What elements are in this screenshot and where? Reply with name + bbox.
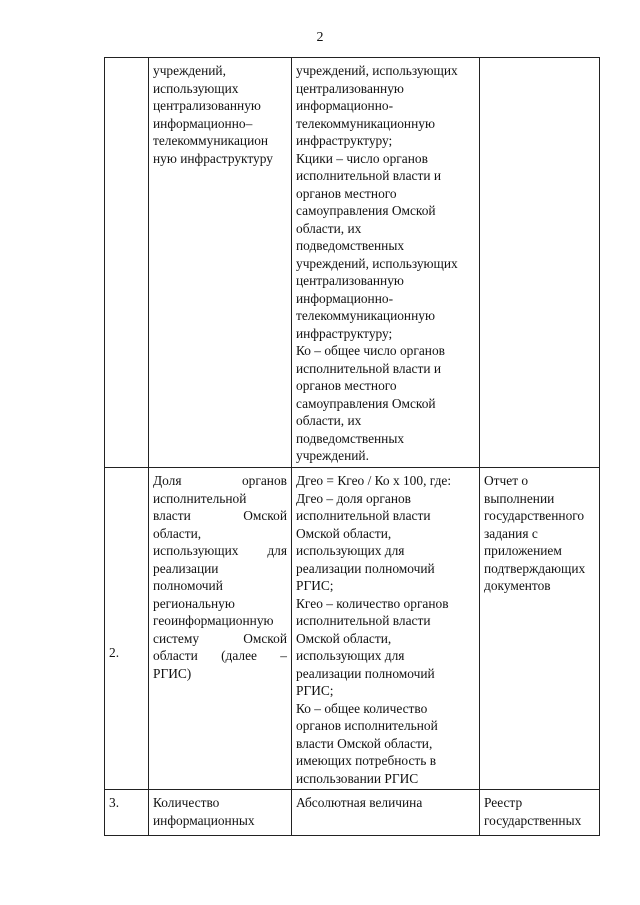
text-line: подведомственных bbox=[296, 430, 405, 446]
text-line: информационно- bbox=[296, 98, 394, 113]
text-line: исполнительной власти bbox=[296, 508, 431, 523]
text-line: области, их bbox=[296, 220, 362, 236]
text-line: централизованную bbox=[296, 273, 404, 288]
indicators-table bbox=[104, 57, 600, 836]
text-line: телекоммуникационную bbox=[296, 308, 435, 323]
text-line: выполнении bbox=[484, 490, 555, 506]
text-line: самоуправления Омской bbox=[296, 203, 436, 218]
text-line: централизованную bbox=[153, 98, 261, 113]
row-number: 2. bbox=[105, 468, 149, 790]
formula-cell bbox=[292, 58, 480, 468]
text-line: Ко – общее количество bbox=[296, 700, 428, 716]
text-line: инфраструктуру; bbox=[296, 133, 393, 148]
formula-text bbox=[296, 62, 475, 465]
text-line: Абсолютная величина bbox=[296, 795, 423, 810]
text-line: использующих для bbox=[296, 543, 405, 558]
text-line: области, их bbox=[296, 413, 362, 428]
text-line: Реестр bbox=[484, 795, 523, 810]
text-line: инфраструктуру; bbox=[296, 325, 393, 341]
table-row bbox=[105, 468, 600, 790]
text-line: исполнительной власти и bbox=[296, 168, 442, 183]
text-line: Кгео – количество органов bbox=[296, 595, 449, 611]
source-cell bbox=[480, 790, 600, 836]
text-line: ную инфраструктуру bbox=[153, 150, 273, 166]
text-line: Омской области, bbox=[296, 630, 392, 646]
table-row bbox=[105, 58, 600, 468]
text-line: учреждений. bbox=[296, 448, 369, 463]
text-line: органов исполнительной bbox=[296, 718, 438, 733]
text-line: Омской области, bbox=[296, 525, 392, 541]
formula-text bbox=[296, 472, 475, 787]
text-line: задания с bbox=[484, 525, 538, 541]
text-line: учреждений, использующих bbox=[296, 63, 458, 78]
indicator-text bbox=[153, 794, 287, 829]
text-line: централизованную bbox=[296, 80, 404, 96]
text-line: реализации полномочий bbox=[296, 560, 435, 576]
text-line: учреждений, bbox=[153, 63, 226, 78]
text-line: использовании РГИС bbox=[296, 770, 419, 786]
text-line: приложением bbox=[484, 543, 562, 558]
text-line: использующих bbox=[153, 80, 239, 96]
text-line: государственного bbox=[484, 508, 585, 523]
text-line: телекоммуникационную bbox=[296, 115, 435, 131]
row-number: 3. bbox=[105, 790, 149, 836]
text-line: органов местного bbox=[296, 378, 397, 393]
text-line: власти Омской области, bbox=[296, 735, 433, 751]
page-number: 2 bbox=[316, 30, 324, 45]
text-line: учреждений, использующих bbox=[296, 255, 458, 271]
formula-cell bbox=[292, 468, 480, 790]
indicator-cell bbox=[149, 468, 292, 790]
text-line: Дгео = Кгео / Ко х 100, где: bbox=[296, 473, 452, 488]
source-cell bbox=[480, 58, 600, 468]
text-line: документов bbox=[484, 578, 551, 593]
text-line: имеющих потребность в bbox=[296, 753, 437, 768]
text-line: исполнительной власти bbox=[296, 613, 431, 628]
text-line: Отчет о bbox=[484, 473, 529, 488]
text-line: информационных bbox=[153, 812, 255, 828]
text-line: Ко – общее число органов bbox=[296, 343, 445, 358]
text-line: реализации полномочий bbox=[296, 665, 435, 681]
text-line: исполнительной власти и bbox=[296, 360, 442, 376]
text-line: самоуправления Омской bbox=[296, 395, 436, 411]
source-text bbox=[484, 794, 595, 829]
text-line: подтверждающих bbox=[484, 560, 586, 576]
table-row bbox=[105, 790, 600, 836]
text-line: телекоммуникацион bbox=[153, 133, 269, 148]
indicator-text: Доля органов исполнительной власти Омской области, использующих для реализации полномочий региональную геоинформационную систему Омской области (далее – РГИС) bbox=[153, 473, 287, 681]
text-line: Дгео – доля органов bbox=[296, 490, 412, 506]
text-line: Количество bbox=[153, 795, 220, 810]
formula-text bbox=[296, 794, 475, 812]
row-number bbox=[105, 58, 149, 468]
text-line: информационно- bbox=[296, 290, 394, 306]
indicator-text bbox=[153, 62, 287, 167]
text-line: РГИС; bbox=[296, 683, 334, 698]
source-cell bbox=[480, 468, 600, 790]
text-line: использующих для bbox=[296, 648, 405, 663]
text-line: органов местного bbox=[296, 185, 397, 201]
text-line: информационно– bbox=[153, 115, 253, 131]
text-line: РГИС; bbox=[296, 578, 334, 593]
text-line: Кцики – число органов bbox=[296, 150, 428, 166]
formula-cell bbox=[292, 790, 480, 836]
indicator-cell bbox=[149, 790, 292, 836]
text-line: подведомственных bbox=[296, 238, 405, 253]
source-text bbox=[484, 472, 595, 595]
indicator-cell bbox=[149, 58, 292, 468]
text-line: государственных bbox=[484, 812, 582, 828]
